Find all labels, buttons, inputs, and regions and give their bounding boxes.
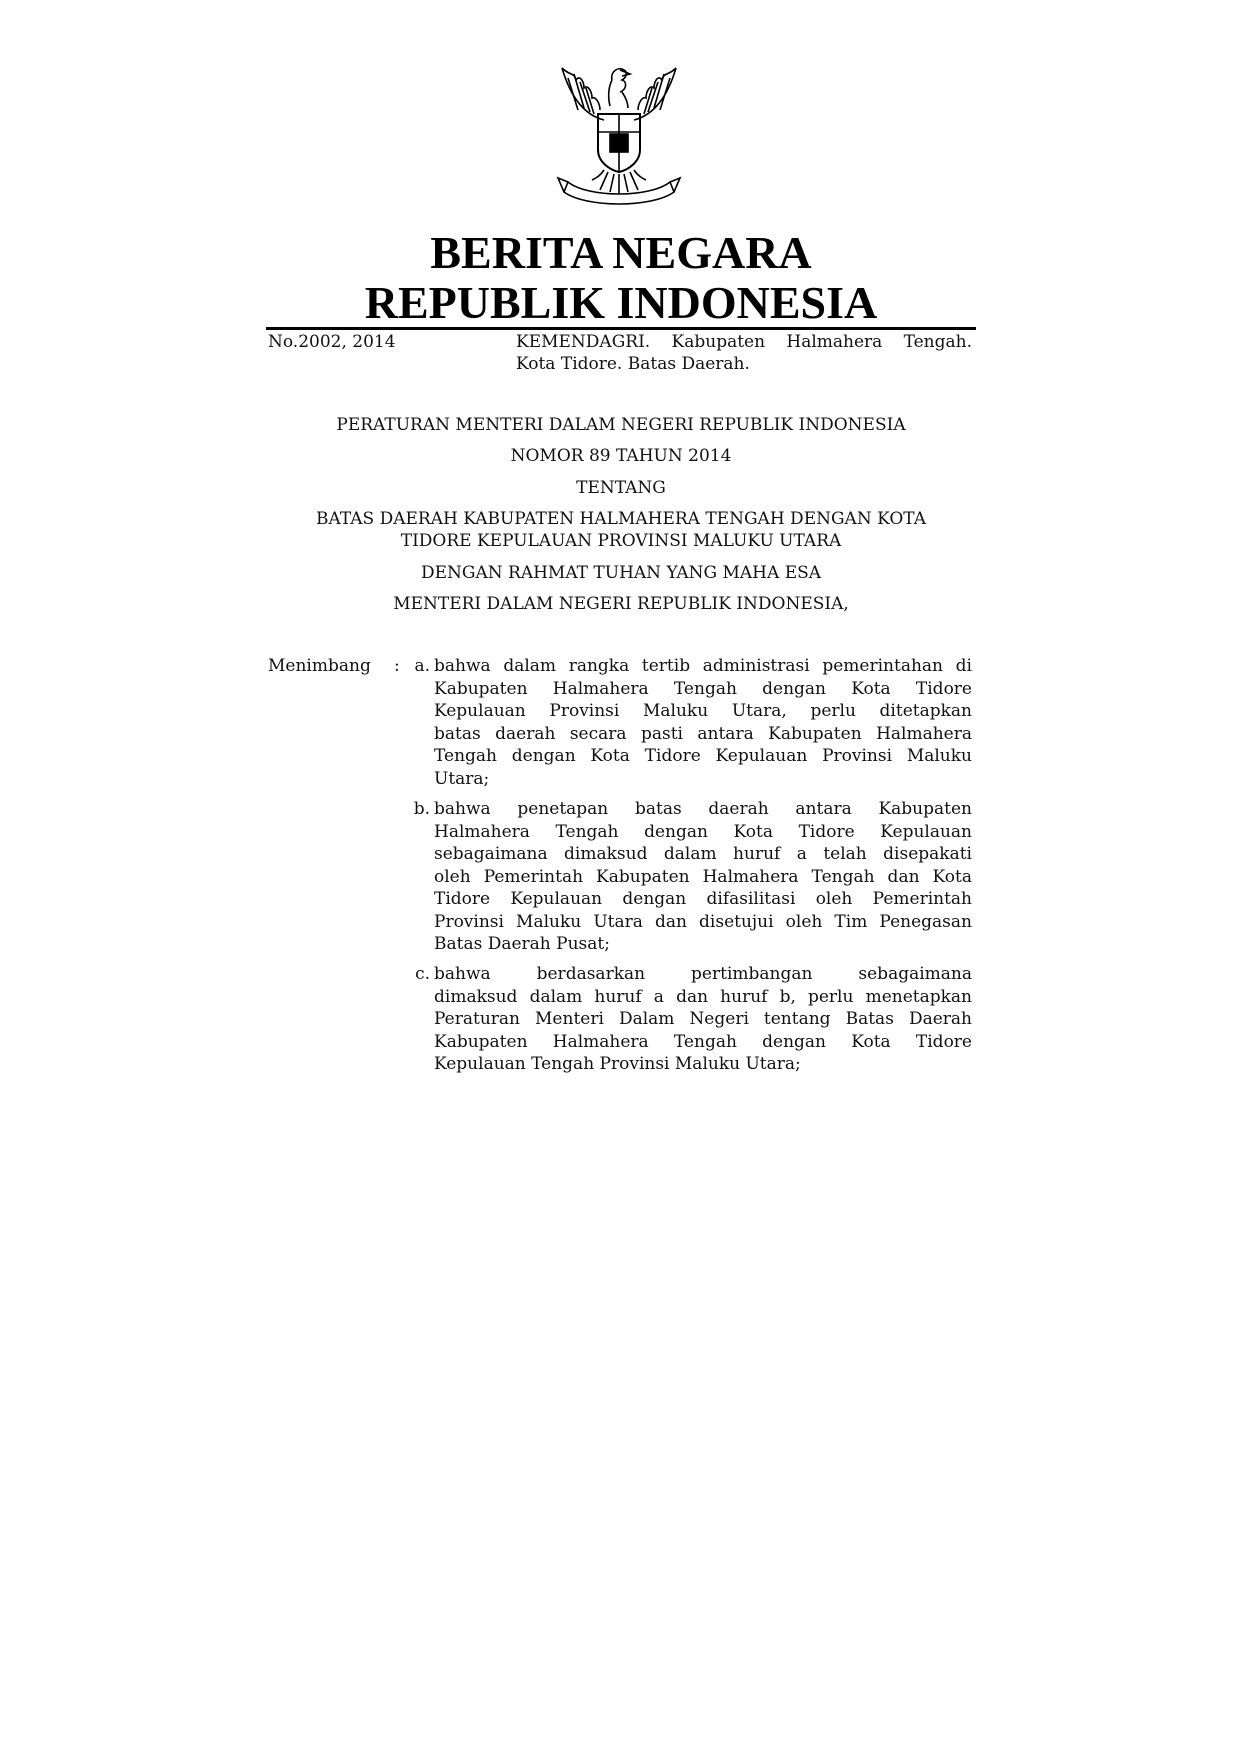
item-line: Peraturan Menteri Dalam Negeri tentang Batas Daerah [434, 1009, 972, 1029]
item-letter: b. [413, 799, 430, 819]
regulation-subject-line: BATAS DAERAH KABUPATEN HALMAHERA TENGAH DENGAN KOTA [316, 509, 926, 529]
considering-item [434, 963, 972, 1076]
item-line: Batas Daerah Pusat; [434, 934, 610, 954]
item-line: Utara; [434, 768, 490, 789]
regulation-title: PERATURAN MENTERI DALAM NEGERI REPUBLIK INDONESIA [336, 415, 906, 435]
considering-colon: : [394, 656, 400, 676]
masthead-subtitle: REPUBLIK INDONESIA [364, 277, 878, 328]
regulation-subject-line: TIDORE KEPULAUAN PROVINSI MALUKU UTARA [400, 531, 842, 551]
garuda-emblem-icon [548, 58, 690, 210]
item-line: Provinsi Maluku Utara dan disetujui oleh Tim Penegasan [434, 911, 972, 932]
item-line: dimaksud dalam huruf a dan huruf b, perlu menetapkan [434, 986, 972, 1007]
item-line: bahwa dalam rangka tertib administrasi pemerintahan di [434, 656, 972, 676]
item-line: Tidore Kepulauan dengan difasilitasi oleh Pemerintah [434, 889, 972, 909]
issuer: MENTERI DALAM NEGERI REPUBLIK INDONESIA, [393, 594, 849, 614]
invocation: DENGAN RAHMAT TUHAN YANG MAHA ESA [420, 563, 822, 583]
item-line: sebagaimana dimaksud dalam huruf a telah disepakati [434, 844, 972, 864]
item-line: Halmahera Tengah dengan Kota Tidore Kepulauan [434, 821, 972, 842]
masthead-title: BERITA NEGARA [430, 227, 812, 278]
gazette-number: No.2002, 2014 [268, 332, 396, 352]
regulation-about: TENTANG [576, 478, 666, 498]
item-line: bahwa berdasarkan pertimbangan sebagaimana [434, 964, 972, 984]
gazette-description-line: KEMENDAGRI. Kabupaten Halmahera Tengah. [516, 332, 972, 352]
gazette-description-line: Kota Tidore. Batas Daerah. [516, 354, 750, 374]
item-line: Kepulauan Provinsi Maluku Utara, perlu ditetapkan [434, 701, 972, 721]
masthead-rule [266, 327, 976, 330]
item-line: Kabupaten Halmahera Tengah dengan Kota Tidore [434, 678, 972, 699]
regulation-number: NOMOR 89 TAHUN 2014 [510, 446, 732, 466]
considering-item [434, 798, 972, 956]
item-line: Kepulauan Tengah Provinsi Maluku Utara; [434, 1054, 801, 1074]
gazette-description [516, 331, 972, 375]
item-line: Tengah dengan Kota Tidore Kepulauan Provinsi Maluku [434, 746, 972, 766]
item-letter: c. [415, 964, 430, 984]
considering-item [434, 655, 972, 790]
item-line: bahwa penetapan batas daerah antara Kabupaten [434, 799, 972, 819]
item-letter: a. [414, 656, 430, 676]
considering-label: Menimbang [268, 656, 371, 676]
item-line: Kabupaten Halmahera Tengah dengan Kota Tidore [434, 1031, 972, 1052]
item-line: batas daerah secara pasti antara Kabupaten Halmahera [434, 723, 972, 744]
item-line: oleh Pemerintah Kabupaten Halmahera Tengah dan Kota [434, 866, 972, 887]
